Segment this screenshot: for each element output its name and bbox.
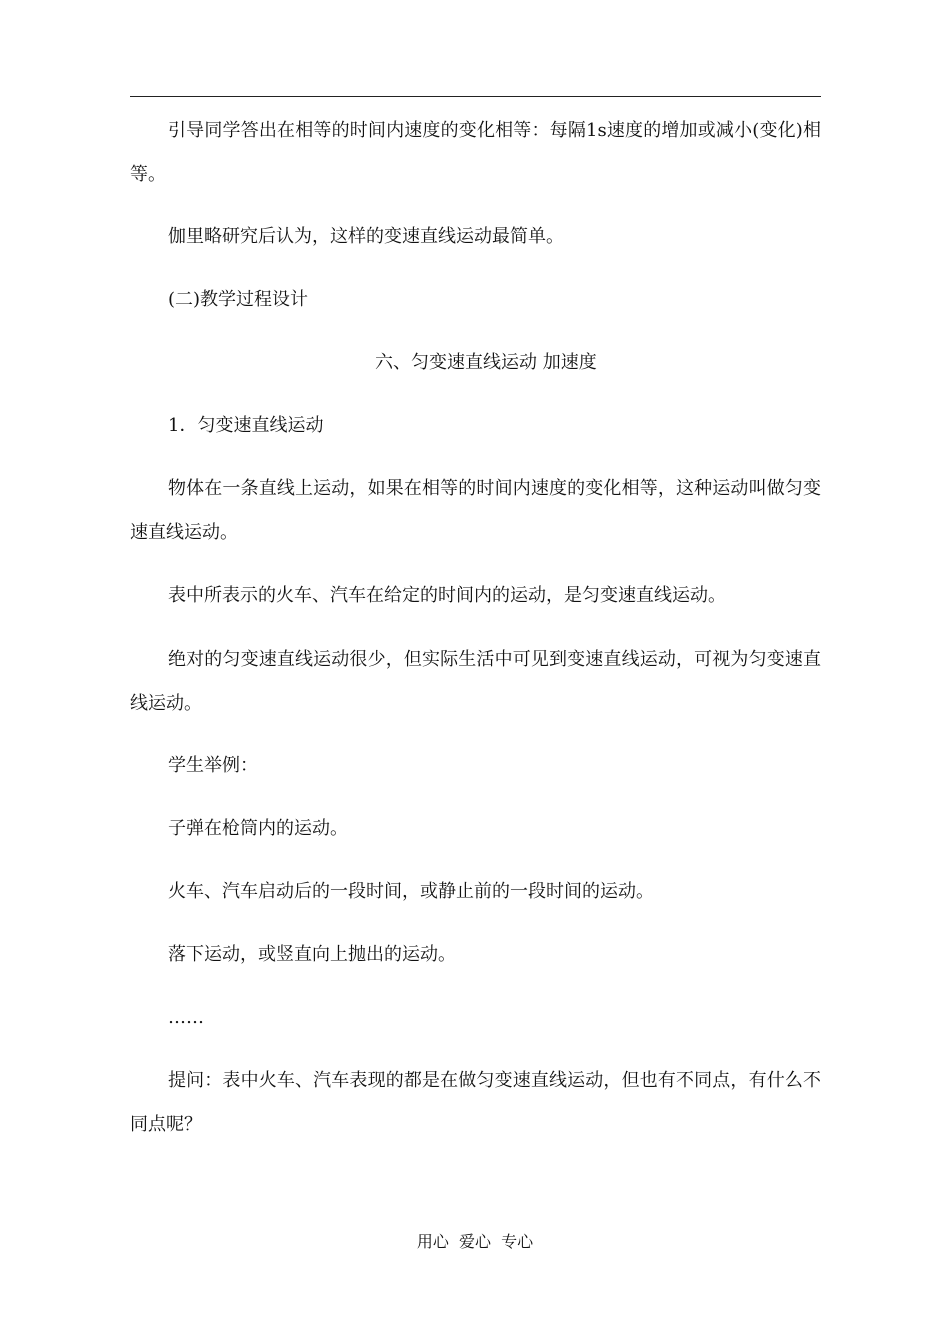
- paragraph-table-example: 表中所表示的火车、汽车在给定的时间内的运动，是匀变速直线运动。: [168, 585, 726, 606]
- paragraph-definition: 物体在一条直线上运动，如果在相等的时间内速度的变化相等，这种运动叫做匀变速直线运动。: [130, 478, 821, 543]
- header-rule: [130, 96, 821, 97]
- paragraph-student-examples: 学生举例：: [168, 755, 258, 776]
- page-footer: 用心 爱心 专心: [416, 1232, 534, 1251]
- example-bullet: 子弹在枪筒内的运动。: [168, 818, 348, 839]
- paragraph-galileo: 伽里略研究后认为，这样的变速直线运动最简单。: [168, 226, 564, 247]
- subheading-uniform-motion: 1．匀变速直线运动: [168, 415, 324, 436]
- paragraph-guide-answer: 引导同学答出在相等的时间内速度的变化相等：每隔1s速度的增加或减小(变化)相等。: [130, 120, 821, 185]
- paragraph-real-life: 绝对的匀变速直线运动很少，但实际生活中可见到变速直线运动，可视为匀变速直线运动。: [130, 649, 821, 714]
- section-heading-teaching-process: (二)教学过程设计: [168, 289, 309, 310]
- lesson-title: 六、匀变速直线运动 加速度: [375, 352, 597, 373]
- ellipsis: ……: [168, 1007, 204, 1028]
- example-falling: 落下运动，或竖直向上抛出的运动。: [168, 944, 456, 965]
- example-train-car: 火车、汽车启动后的一段时间，或静止前的一段时间的运动。: [168, 881, 654, 902]
- paragraph-question: 提问：表中火车、汽车表现的都是在做匀变速直线运动，但也有不同点，有什么不同点呢？: [130, 1070, 821, 1135]
